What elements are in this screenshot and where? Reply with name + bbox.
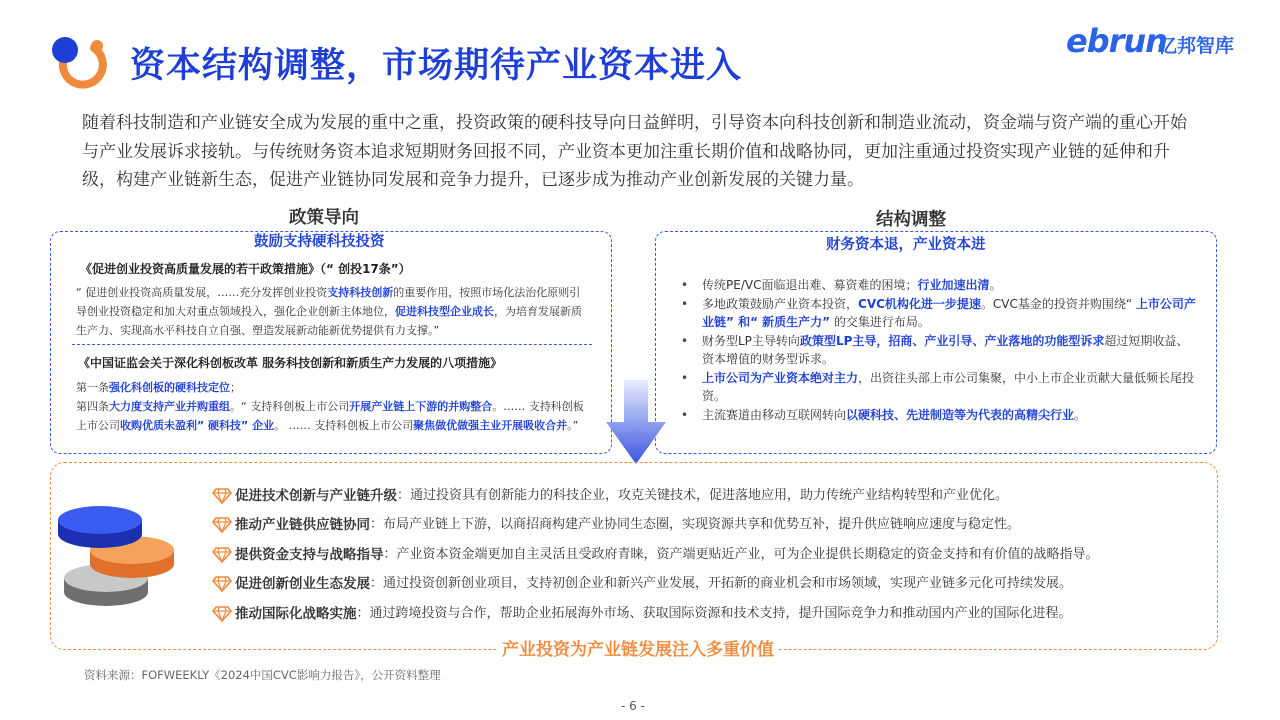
benefits-list xyxy=(212,481,1218,629)
list-item: • 主流赛道由移动互联网转向以硬科技、先进制造等为代表的高精尖行业。 xyxy=(676,406,1196,425)
down-arrow-icon xyxy=(604,380,668,466)
list-item: 促进技术创新与产业链升级 ：通过投资具有创新能力的科技企业，攻克关键技术，促进落地应用，助力传统产业结构转型和产业优化。 xyxy=(212,481,1218,511)
diamond-icon xyxy=(212,547,232,563)
brand-name-cn: 亿邦智库 xyxy=(1158,35,1235,57)
page-number: - 6 - xyxy=(621,699,645,713)
policy2-body xyxy=(76,378,586,435)
list-item: • 财务型LP主导转向政策型LP主导，招商、产业引导、产业落地的功能型诉求超过短期收益、资本增值的财务型诉求。 xyxy=(676,332,1196,369)
policy2-article1: 第一条强化科创板的硬科技定位； xyxy=(76,381,241,394)
policy-subheading: 鼓励支持硬科技投资 xyxy=(254,234,385,250)
structure-list xyxy=(676,276,1196,424)
list-item: • 传统PE/VC面临退出难、募资难的困境；行业加速出清。 xyxy=(676,276,1196,295)
list-item: 推动产业链供应链协同 ：布局产业链上下游，以商招商构建产业协同生态圈，实现资源共享和优势互补，提升供应链响应速度与稳定性。 xyxy=(212,511,1218,541)
list-item: • 多地政策鼓励产业资本投资，CVC机构化进一步提速。CVC基金的投资并购围绕“ 上市公司产业链” 和“ 新质生产力” 的交集进行布局。 xyxy=(676,295,1196,332)
intro-paragraph: 随着科技制造和产业链安全成为发展的重中之重，投资政策的硬科技导向日益鲜明，引导资本向科技创新和制造业流动，资金端与资产端的重心开始与产业发展诉求接轨。与传统财务资本追求短期财务回报不同，产业资本更加注重长期价值和战略协同，更加注重通过投资实现产业链的延伸和升级，构建产业链新生态，促进产业链协同发展和竞争力提升，已逐步成为推动产业创新发展的关键力量。 xyxy=(82,113,1187,190)
list-item: • 上市公司为产业资本绝对主力，出资往头部上市公司集聚，中小上市企业贡献大量低频长尾投资。 xyxy=(676,369,1196,406)
policy2-article4: 第四条大力度支持产业并购重组。“ 支持科创板上市公司开展产业链上下游的并购整合。…… 支持科创板上市公司收购优质未盈利” 硬科技” 企业。 …… 支持科创板上市公司聚焦做优做强主业开展吸收合并。” xyxy=(76,400,584,432)
diamond-icon xyxy=(212,606,232,622)
diamond-icon xyxy=(212,517,232,533)
source-note: 资料来源：FOFWEEKLY《2024中国CVC影响力报告》，公开资料整理 xyxy=(84,668,441,682)
policy2-title: 《中国证监会关于深化科创板改革 服务科技创新和新质生产力发展的八项措施》 xyxy=(78,356,503,370)
value-caption: 产业投资为产业链发展注入多重价值 xyxy=(498,635,778,660)
page-title: 资本结构调整，市场期待产业资本进入 xyxy=(130,46,743,86)
list-item: 推动国际化战略实施 ：通过跨境投资与合作，帮助企业拓展海外市场、获取国际资源和技术支持，提升国际竞争力和推动国内产业的国际化进程。 xyxy=(212,599,1218,629)
policy1-title: 《促进创业投资高质量发展的若干政策措施》（“ 创投17条”） xyxy=(80,262,411,276)
policy1-body: “ 促进创业投资高质量发展，……充分发挥创业投资支持科技创新的重要作用，按照市场化法治化原则引导创业投资稳定和加大对重点领域投入，强化企业创新主体地位，促进科技型企业成长，为培育发展新质生产力、实现高水平科技自立自强、塑造发展新动能新优势提供有力支撑。” xyxy=(76,286,582,337)
list-item: 促进创新创业生态发展 ：通过投资创新创业项目，支持初创企业和新兴产业发展，开拓新的商业机会和市场领域，实现产业链多元化可持续发展。 xyxy=(212,570,1218,600)
structure-subheading: 财务资本退，产业资本进 xyxy=(826,237,986,253)
list-item: 提供资金支持与战略指导 ：产业资本资金端更加自主灵活且受政府青睐，资产端更贴近产业，可为企业提供长期稳定的资金支持和有价值的战略指导。 xyxy=(212,540,1218,570)
section-logo-icon xyxy=(50,36,112,94)
diamond-icon xyxy=(212,576,232,592)
policy-heading: 政策导向 xyxy=(289,208,359,228)
brand-name-en: ebrun xyxy=(1066,22,1167,60)
brand-logo xyxy=(1066,22,1244,62)
stacked-discs-icon xyxy=(56,500,206,608)
divider xyxy=(72,344,592,345)
diamond-icon xyxy=(212,488,232,504)
structure-heading: 结构调整 xyxy=(876,210,946,230)
